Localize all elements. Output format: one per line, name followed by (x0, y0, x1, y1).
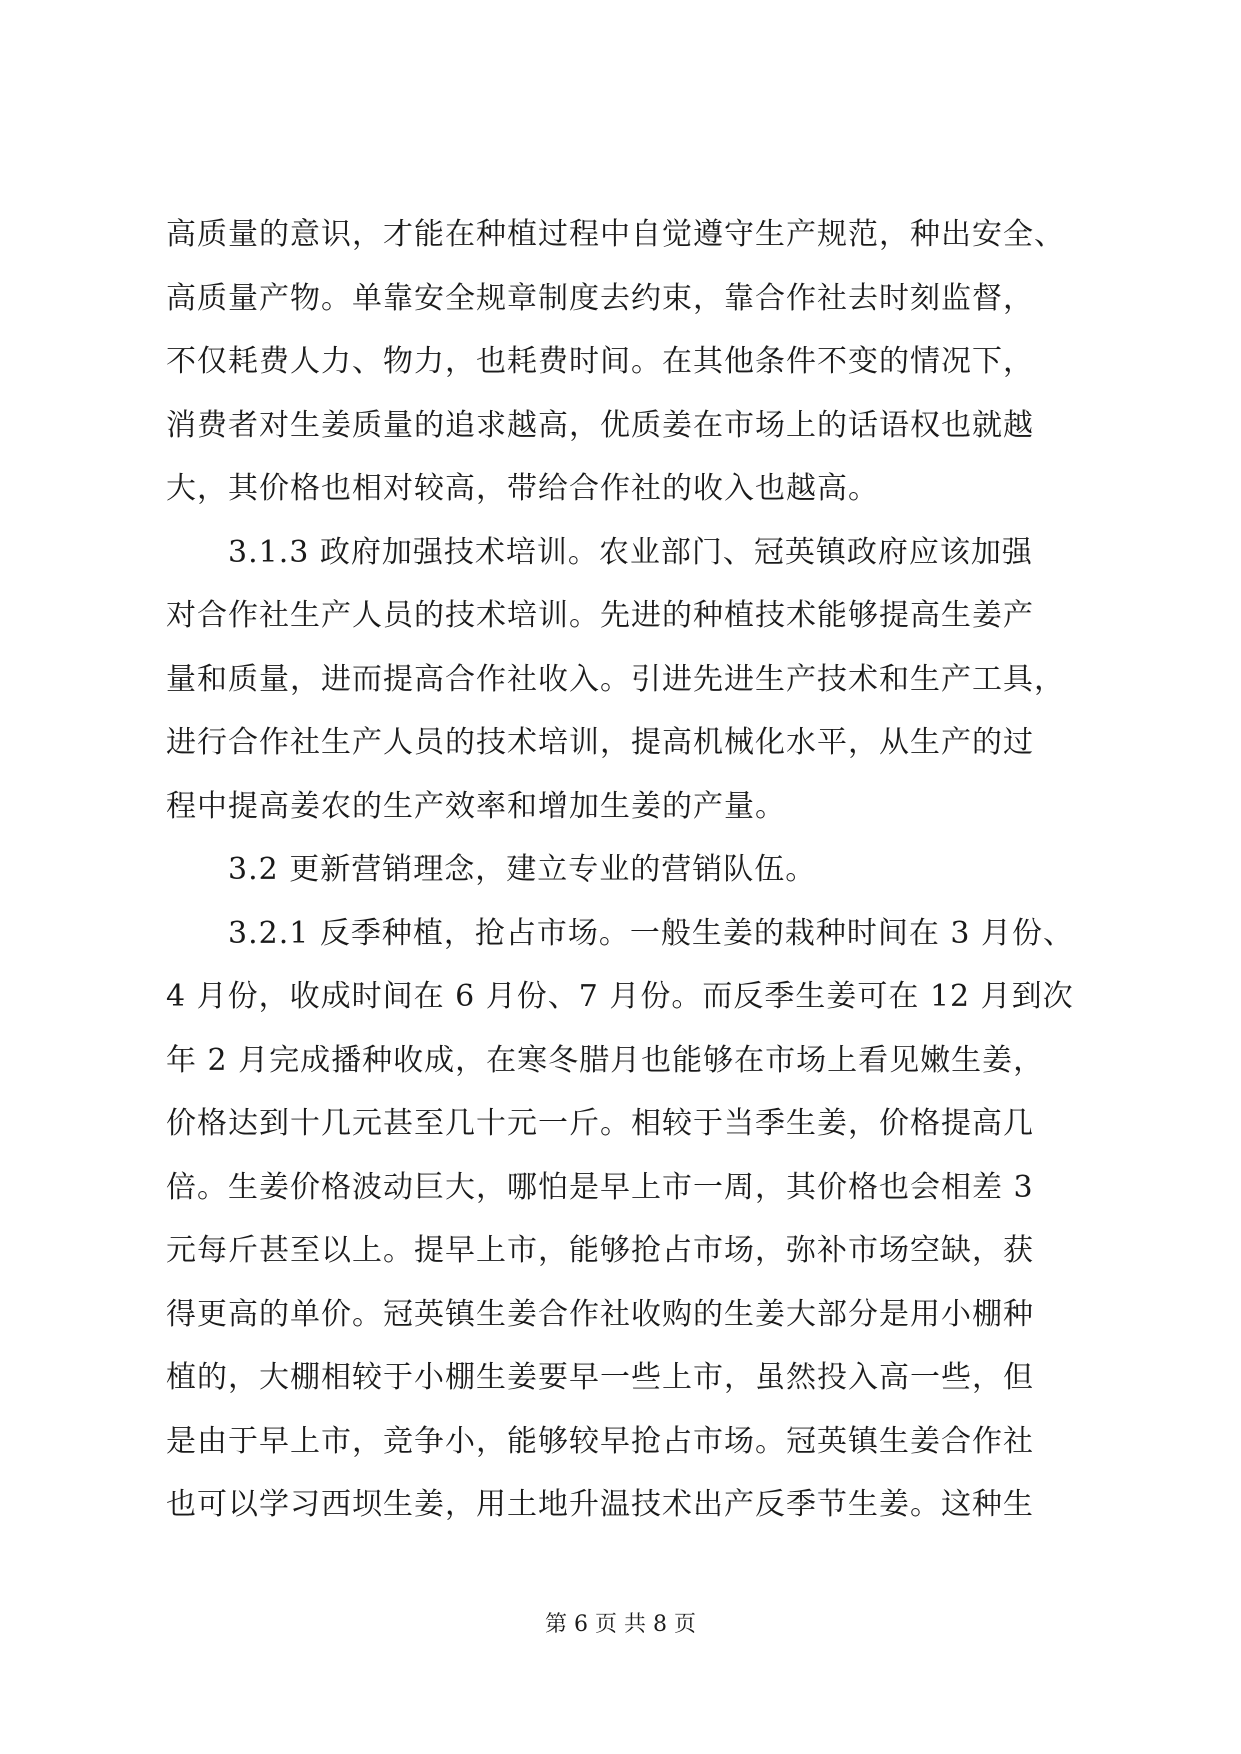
text-line: 对合作社生产人员的技术培训。先进的种植技术能够提高生姜产 (166, 598, 1034, 633)
page-footer: 第 6 页 共 8 页 (545, 1612, 696, 1637)
text-line: 量和质量，进而提高合作社收入。引进先进生产技术和生产工具， (166, 661, 1065, 697)
text-line: 是由于早上市，竞争小，能够较早抢占市场。冠英镇生姜合作社 (166, 1423, 1034, 1459)
text-line: 3.2.1 反季种植，抢占市场。一般生姜的栽种时间在 3 月份、 (228, 915, 1075, 951)
text-line: 进行合作社生产人员的技术培训，提高机械化水平，从生产的过 (166, 725, 1034, 760)
text-line: 倍。生姜价格波动巨大，哪怕是早上市一周，其价格也会相差 3 (166, 1169, 1034, 1205)
text-line: 大，其价格也相对较高，带给合作社的收入也越高。 (166, 471, 879, 506)
text-line: 4 月份，收成时间在 6 月份、7 月份。而反季生姜可在 12 月到次 (166, 979, 1074, 1014)
text-line: 不仅耗费人力、物力，也耗费时间。在其他条件不变的情况下， (166, 344, 1034, 379)
text-line: 也可以学习西坝生姜，用土地升温技术出产反季节生姜。这种生 (166, 1487, 1034, 1522)
text-line: 得更高的单价。冠英镇生姜合作社收购的生姜大部分是用小棚种 (166, 1296, 1034, 1332)
text-line: 价格达到十几元甚至几十元一斤。相较于当季生姜，价格提高几 (166, 1106, 1034, 1141)
text-line: 元每斤甚至以上。提早上市，能够抢占市场，弥补市场空缺，获 (166, 1233, 1034, 1268)
text-line: 植的，大棚相较于小棚生姜要早一些上市，虽然投入高一些，但 (166, 1360, 1034, 1395)
text-line: 消费者对生姜质量的追求越高，优质姜在市场上的话语权也就越 (166, 407, 1034, 443)
text-line: 年 2 月完成播种收成，在寒冬腊月也能够在市场上看见嫩生姜， (166, 1042, 1045, 1078)
text-line: 高质量产物。单靠安全规章制度去约束，靠合作社去时刻监督， (166, 280, 1034, 316)
text-line: 3.2 更新营销理念，建立专业的营销队伍。 (228, 852, 817, 887)
text-line: 高质量的意识，才能在种植过程中自觉遵守生产规范，种出安全、 (166, 217, 1065, 252)
text-line: 程中提高姜农的生产效率和增加生姜的产量。 (166, 788, 786, 824)
body-text (166, 203, 1078, 1537)
text-line: 3.1.3 政府加强技术培训。农业部门、冠英镇政府应该加强 (228, 534, 1033, 570)
